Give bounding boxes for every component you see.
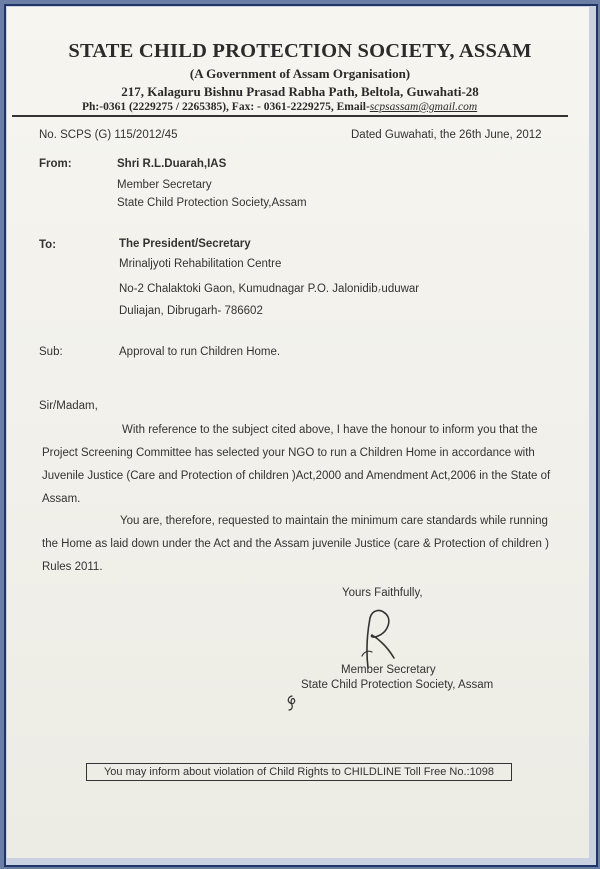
phone-fax-text: Ph:-0361 (2229275 / 2265385), Fax: - 0361-2229275, Email- [82,101,370,113]
subject-label: Sub: [39,346,63,358]
org-subtitle: (A Government of Assam Organisation) [189,66,411,81]
email-link[interactable]: scpsassam@gmail.com [369,101,478,113]
to-address-line-2: Duliajan, Dibrugarh- 786602 [119,305,263,317]
from-organisation: State Child Protection Society,Assam [117,197,307,209]
from-label: From: [39,158,72,170]
salutation: Sir/Madam, [39,400,98,412]
signatory-organisation: State Child Protection Society, Assam [301,679,494,691]
closing: Yours Faithfully, [342,587,423,599]
signatory-designation: Member Secretary [341,664,436,676]
to-organisation: Mrinaljyoti Rehabilitation Centre [119,258,282,270]
body-paragraph-2: You are, therefore, requested to maintain the minimum care standards while running the Home as laid down under the Act and the Assam juvenile Justice (care & Protection of children ) Rules 2011. [42,515,549,573]
body-paragraph-1: With reference to the subject cited above, I have the honour to inform you that the Project Screening Committee has selected your NGO to run a Children Home in accordance with Juvenile Justice (Care and Protection of children )Act,2000 and Amendment Act,2006 in the State of Assam. [42,424,551,505]
org-name: STATE CHILD PROTECTION SOCIETY, ASSAM [68,40,532,62]
to-address-line-1-tail: uduwar [381,283,420,295]
to-address-line-1 [119,283,419,295]
from-designation: Member Secretary [117,179,212,191]
org-contact [82,101,477,113]
to-title: The President/Secretary [119,238,251,250]
from-name: Shri R.L.Duarah,IAS [117,158,227,170]
handwritten-correction-mark: ᵣ [378,284,381,294]
to-address-line-1-text: No-2 Chalaktoki Gaon, Kumudnagar P.O. Jalonidib [119,283,378,295]
reference-number: No. SCPS (G) 115/2012/45 [39,129,178,141]
letterhead-divider [12,115,568,117]
org-address: 217, Kalaguru Bishnu Prasad Rabha Path, Beltola, Guwahati-28 [121,84,479,99]
childline-notice: You may inform about violation of Child Rights to CHILDLINE Toll Free No.:1098 [86,763,512,781]
to-label: To: [39,239,57,251]
subject-text: Approval to run Children Home. [119,346,281,358]
letter-date: Dated Guwahati, the 26th June, 2012 [351,129,542,141]
initials-mark [284,693,302,713]
